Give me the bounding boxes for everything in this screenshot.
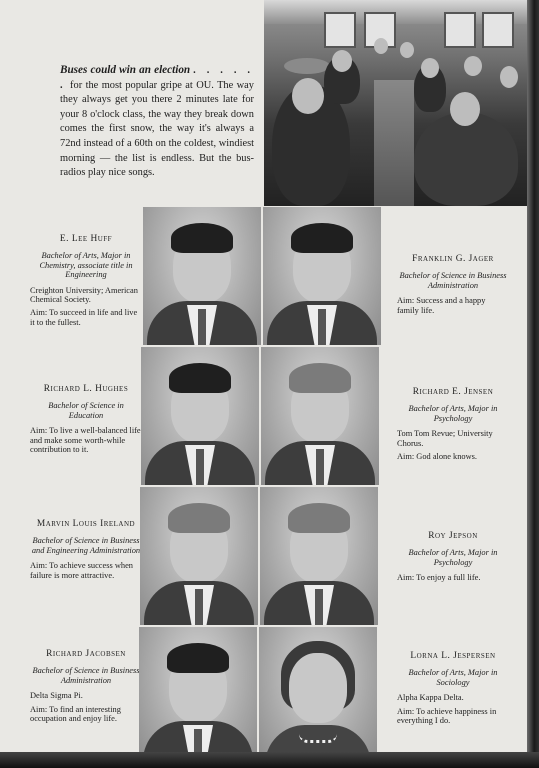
student-activities: Tom Tom Revue; University Chorus. — [397, 429, 493, 448]
student-degree: Bachelor of Arts, Major in Chemistry, associate title in Engineering — [39, 251, 133, 280]
student-bio — [397, 532, 509, 583]
student-portrait — [141, 347, 259, 485]
student-aim: Aim: To achieve success when failure is more attractive. — [30, 561, 133, 580]
student-name: Marvin Louis Ireland — [36, 519, 136, 529]
student-bio — [397, 388, 509, 461]
student-activities: Creighton University; American Chemical Society. — [30, 285, 138, 305]
student-name: Roy Jepson — [428, 531, 478, 541]
student-aim: Aim: To enjoy a full life. — [397, 573, 481, 583]
student-degree: Bachelor of Science in Business Administration — [399, 271, 507, 290]
student-bio — [30, 520, 142, 580]
student-bio — [30, 385, 142, 454]
bus-interior-photo — [264, 0, 527, 206]
student-portrait — [139, 627, 257, 752]
student-degree: Bachelor of Science in Education — [48, 401, 124, 420]
student-bio — [30, 235, 142, 327]
bus-caption-title: Buses could win an election — [60, 64, 191, 76]
student-aim: Aim: To succeed in life and live it to the fullest. — [30, 308, 138, 327]
student-activities: Alpha Kappa Delta. — [397, 693, 464, 703]
student-name: Franklin G. Jager — [412, 254, 494, 264]
student-activities: Delta Sigma Pi. — [30, 691, 83, 701]
bus-caption-body: for the most popular gripe at OU. The way they always get you there 2 minutes late for your 8 o'clock class, the way they break down comes the first snow, the way it's always a 72nd instead of a 60th on the coldest, windiest morning — the list is endless. But the bus-radios play nice songs. — [60, 79, 254, 179]
student-portrait — [140, 487, 258, 625]
student-name: Lorna L. Jespersen — [410, 651, 496, 661]
bus-caption — [60, 63, 254, 181]
page-bottom-edge — [0, 752, 539, 768]
book-spine — [527, 0, 539, 768]
student-degree: Bachelor of Arts, Major in Psychology — [408, 404, 498, 423]
student-name: Richard L. Hughes — [43, 384, 129, 394]
student-aim: Aim: Success and a happy family life. — [397, 296, 486, 315]
student-aim: Aim: To live a well-balanced life and make some worth-while contribution to it. — [30, 426, 141, 455]
student-aim: Aim: To achieve happiness in everything I do. — [397, 706, 497, 726]
student-name: Richard E. Jensen — [412, 387, 494, 397]
student-bio — [397, 255, 509, 315]
student-name: Richard Jacobsen — [46, 649, 126, 659]
student-portrait — [143, 207, 261, 345]
student-portrait — [260, 487, 378, 625]
student-aim: Aim: God alone knows. — [397, 452, 478, 462]
student-portrait — [259, 627, 377, 752]
student-degree: Bachelor of Science in Business Administration — [32, 666, 140, 685]
student-degree: Bachelor of Arts, Major in Sociology — [408, 668, 498, 687]
student-portrait — [261, 347, 379, 485]
student-bio — [397, 652, 509, 725]
student-bio — [30, 650, 142, 723]
student-name: E. Lee Huff — [59, 234, 113, 244]
student-degree: Bachelor of Science in Business and Engineering Administration — [31, 536, 141, 555]
student-aim: Aim: To find an interesting occupation and enjoy life. — [30, 704, 121, 724]
bus-caption-dots: . . . . . . — [60, 65, 254, 91]
student-portrait — [263, 207, 381, 345]
student-degree: Bachelor of Arts, Major in Psychology — [408, 548, 498, 567]
